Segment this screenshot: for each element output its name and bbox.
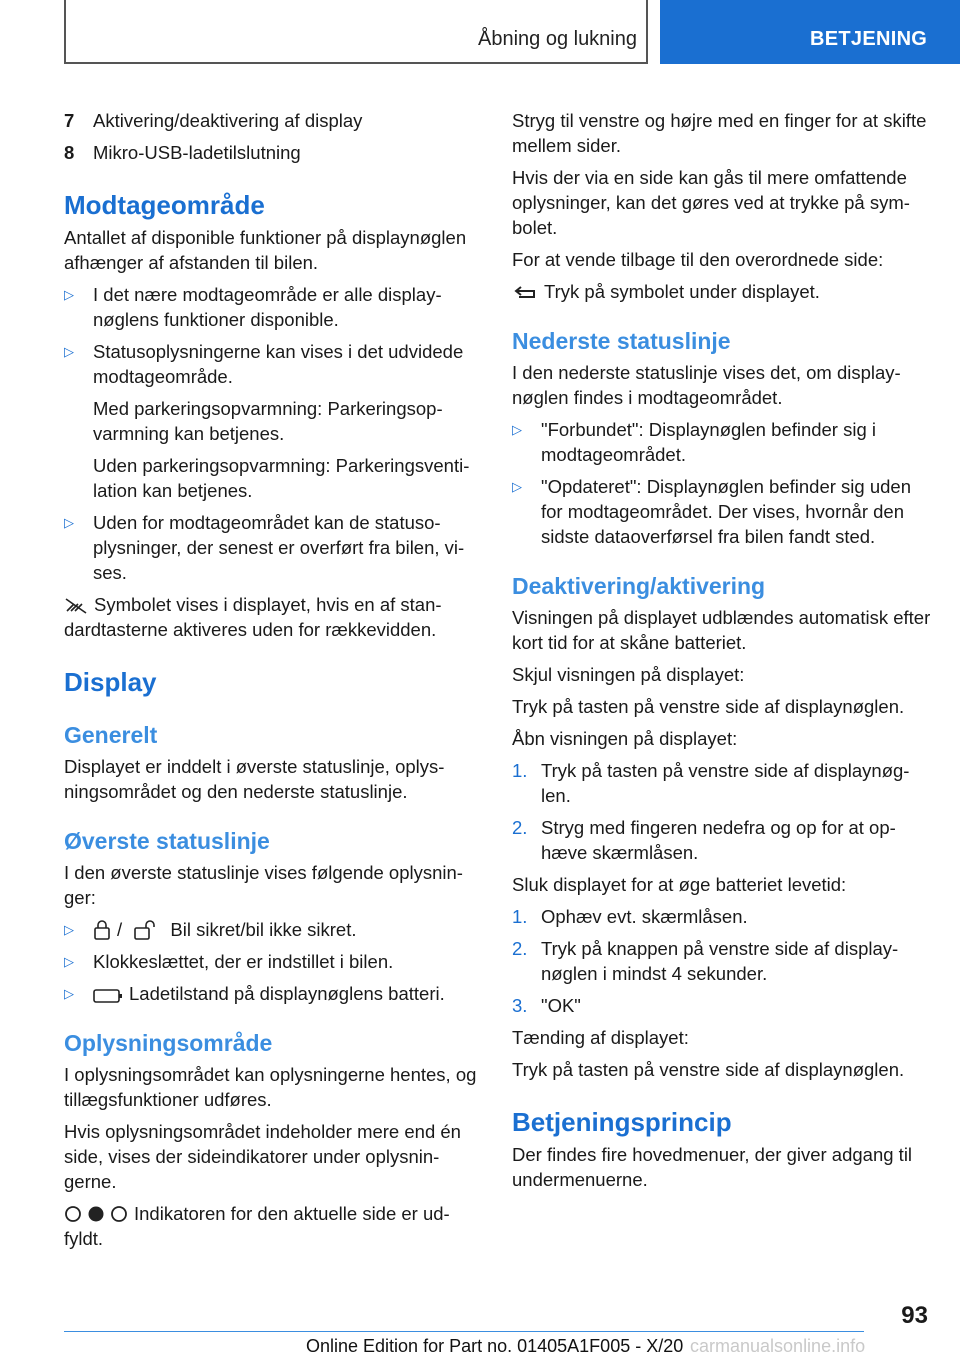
paragraph: I den øverste statuslinje vises følgende oplysnin‐ger: — [64, 862, 463, 908]
paragraph: Der findes fire hovedmenuer, der giver adgang til undermenuerne. — [512, 1144, 913, 1190]
lock-closed-icon — [93, 920, 111, 940]
paragraph: Skjul visningen på displayet: — [512, 664, 745, 685]
bullet-item: ▷ "Forbundet": Displaynøglen befinder sig i modtageområdet. — [512, 419, 877, 465]
paragraph: Antallet af disponible funktioner på displaynøglen afhænger af afstanden til bilen. — [64, 227, 467, 273]
header-chapter-title: BETJENING — [810, 28, 928, 50]
right-column — [512, 108, 932, 1199]
bullet-triangle-icon: ▷ — [64, 954, 74, 969]
paragraph: Uden parkeringsopvarmning: Parkeringsventi‐lation kan betjenes. — [93, 455, 470, 501]
bullet-item: ▷ Uden for modtageområdet kan de statuso‐plysninger, der senest er overført fra bilen, vi‐ses. — [64, 512, 465, 583]
paragraph: Sluk displayet for at øge batteriet levetid: — [512, 874, 847, 895]
bullet-triangle-icon: ▷ — [64, 287, 74, 302]
heading-generelt: Generelt — [64, 722, 158, 748]
header-section-title: Åbning og lukning — [477, 28, 637, 50]
heading-modtageomraade: Modtageområde — [64, 190, 265, 220]
bullet-triangle-icon: ▷ — [64, 515, 74, 530]
paragraph: Åbn visningen på displayet: — [512, 728, 738, 749]
paragraph: Tryk på tasten på venstre side af displaynøglen. — [512, 696, 905, 717]
paragraph: Stryg til venstre og højre med en finger for at skifte mellem sider. — [512, 110, 927, 156]
footer-divider — [64, 1331, 864, 1332]
paragraph: Tryk på tasten på venstre side af displaynøglen. — [512, 1059, 905, 1080]
page-indicator-icon — [64, 1204, 128, 1224]
paragraph: Hvis der via en side kan gås til mere omfattende oplysninger, kan det gøres ved at trykke på sym‐bolet. — [512, 167, 910, 238]
bullet-triangle-icon: ▷ — [512, 422, 522, 437]
step-item: 2. Tryk på knappen på venstre side af display‐nøglen i mindst 4 sekunder. — [512, 938, 899, 984]
lock-open-icon — [133, 920, 159, 940]
battery-icon — [93, 988, 123, 1004]
step-item: 1. Tryk på tasten på venstre side af displaynøg‐len. — [512, 760, 910, 806]
paragraph: I oplysningsområdet kan oplysningerne hentes, og tillægsfunktioner udføres. — [64, 1064, 477, 1110]
step-item: 1. Ophæv evt. skærmlåsen. — [512, 906, 748, 927]
no-signal-icon — [64, 597, 88, 615]
heading-nederste-statuslinje: Nederste statuslinje — [512, 328, 731, 354]
bullet-item: ▷ I det nære modtageområde er alle display‐nøglens funktioner disponible. — [64, 284, 442, 330]
list-item: 7 Aktivering/deaktivering af display — [64, 110, 363, 131]
bullet-item: ▷ Statusoplysningerne kan vises i det udvidede modtageområde. — [64, 341, 464, 387]
heading-overste-statuslinje: Øverste statuslinje — [64, 828, 270, 854]
heading-oplysningsomraade: Oplysningsområde — [64, 1030, 273, 1056]
bullet-item: ▷ Klokkeslættet, der er indstillet i bilen. — [64, 951, 394, 972]
paragraph: For at vende tilbage til den overordnede side: — [512, 249, 884, 270]
paragraph: Hvis oplysningsområdet indeholder mere end én side, vises der sideindikatorer under oplysnin‐gerne. — [64, 1121, 461, 1192]
edition-text: Online Edition for Part no. 01405A1F005 - X/20 — [306, 1336, 684, 1356]
paragraph: Symbolet vises i displayet, hvis en af stan‐dardtasterne aktiveres uden for rækkevidden. — [64, 594, 442, 640]
heading-deaktivering: Deaktivering/aktivering — [512, 573, 766, 599]
paragraph: Med parkeringsopvarmning: Parkeringsop‐varmning kan betjenes. — [93, 398, 443, 444]
bullet-item: ▷ Ladetilstand på displaynøglens batteri. — [64, 983, 445, 1004]
paragraph: Displayet er inddelt i øverste statuslinje, oplys‐ningsområdet og den nederste statuslinje. — [64, 756, 445, 802]
paragraph: Visningen på displayet udblændes automatisk efter kort tid for at skåne batteriet. — [512, 607, 931, 653]
back-arrow-icon — [512, 284, 538, 302]
bullet-triangle-icon: ▷ — [64, 922, 74, 937]
paragraph: Tryk på symbolet under displayet. — [512, 279, 932, 304]
bullet-triangle-icon: ▷ — [64, 986, 74, 1001]
page-number: 93 — [901, 1302, 928, 1329]
bullet-item: ▷ / Bil sikret/bil ikke sikret. — [64, 919, 357, 940]
left-column — [64, 108, 484, 1258]
paragraph: Indikatoren for den aktuelle side er ud‐fyldt. — [64, 1203, 450, 1249]
bullet-item: ▷ "Opdateret": Displaynøglen befinder sig uden for modtageområdet. Der vises, hvornår den sidste dataoverførsel fra bilen fandt sted. — [512, 476, 911, 547]
bullet-triangle-icon: ▷ — [512, 479, 522, 494]
bullet-triangle-icon: ▷ — [64, 344, 74, 359]
watermark: carmanualsonline.info — [690, 1336, 866, 1356]
heading-display: Display — [64, 667, 157, 697]
paragraph: Tænding af displayet: — [512, 1027, 689, 1048]
step-item: 3. "OK" — [512, 995, 581, 1016]
list-item: 8 Mikro-USB-ladetilslutning — [64, 142, 301, 163]
paragraph: I den nederste statuslinje vises det, om display‐nøglen findes i modtageområdet. — [512, 362, 901, 408]
heading-betjeningsprincip: Betjeningsprincip — [512, 1107, 732, 1137]
step-item: 2. Stryg med fingeren nedefra og op for at op‐hæve skærmlåsen. — [512, 817, 896, 863]
